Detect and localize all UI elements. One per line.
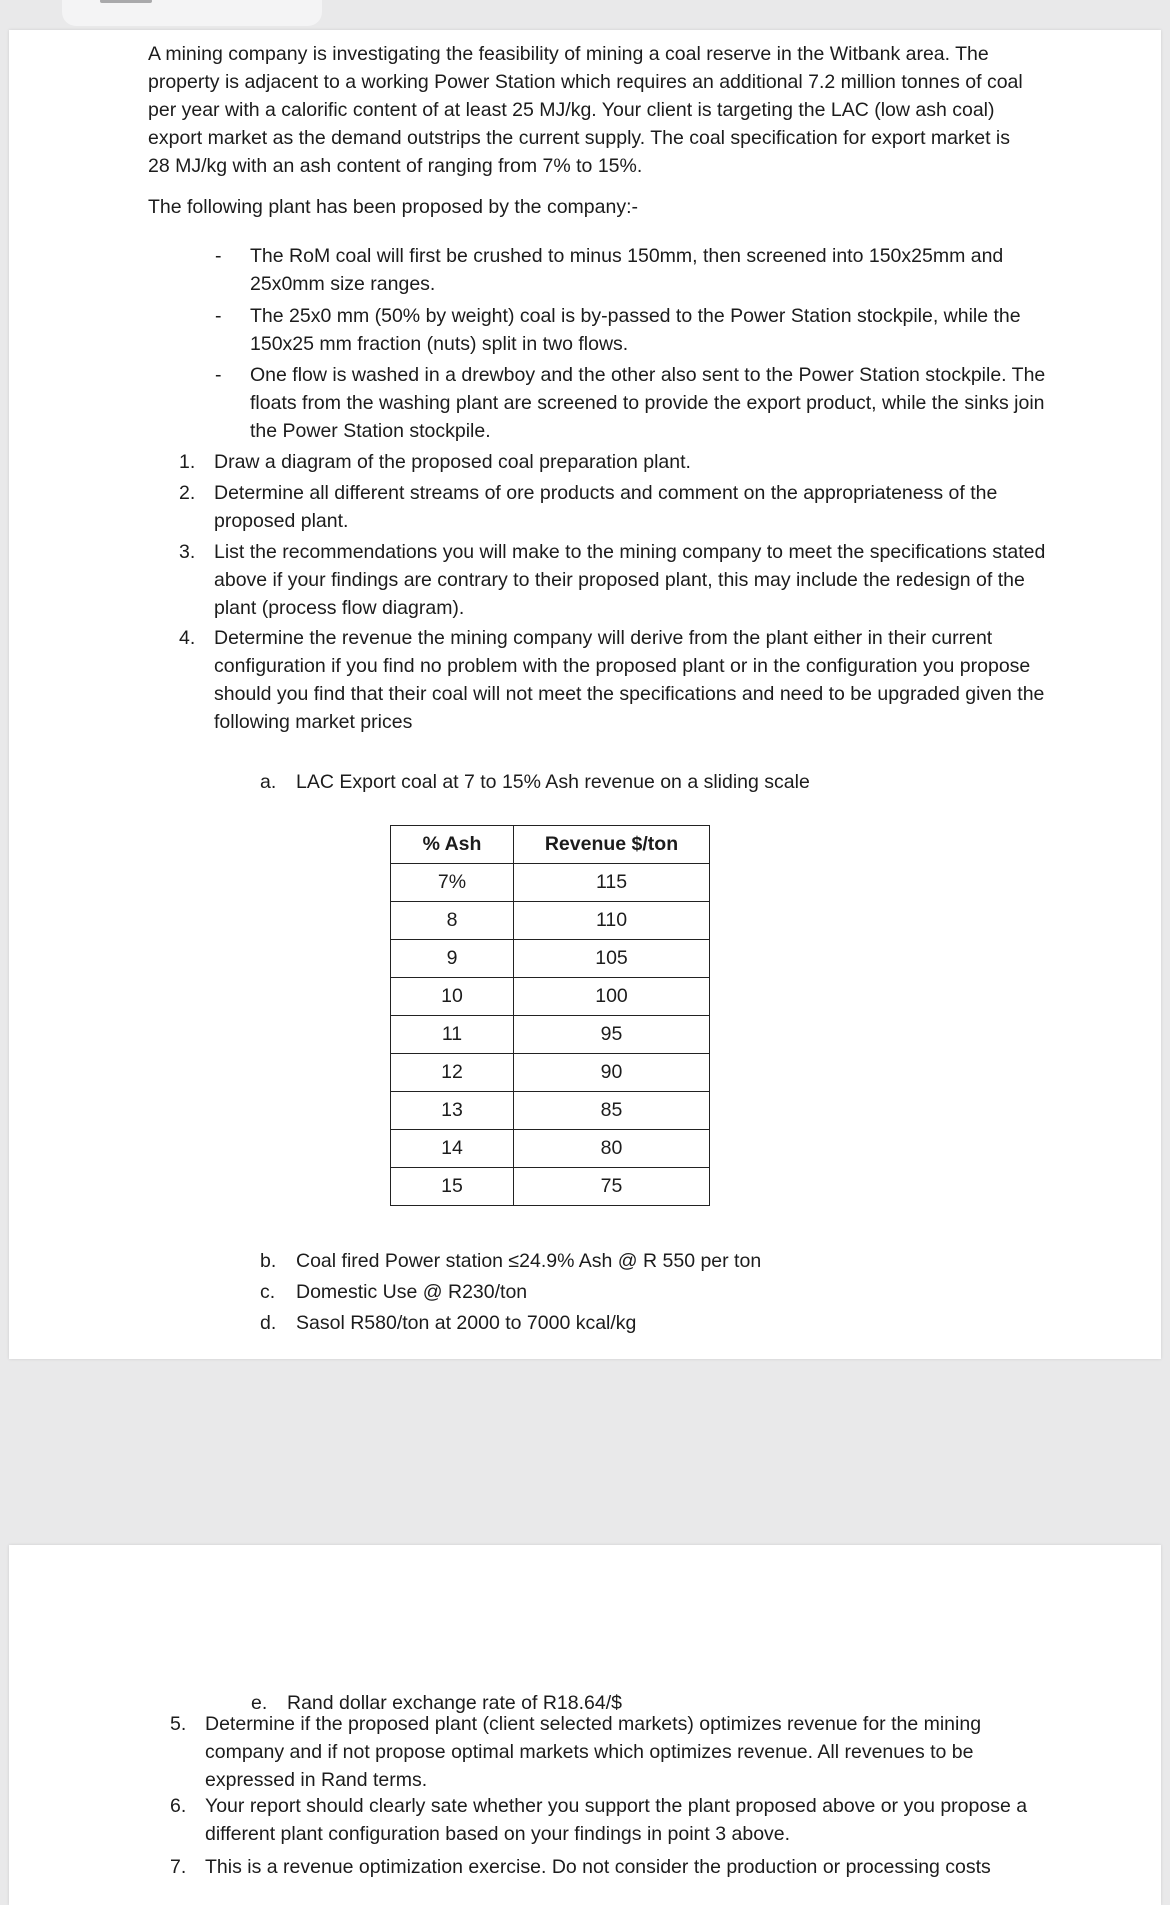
sub-item-label: c. bbox=[260, 1281, 276, 1303]
column-header-revenue: Revenue $/ton bbox=[514, 826, 710, 864]
question-number: 5. bbox=[170, 1713, 187, 1735]
ash-cell: 13 bbox=[391, 1092, 514, 1130]
revenue-cell: 115 bbox=[514, 864, 710, 902]
column-header-ash: % Ash bbox=[391, 826, 514, 864]
ash-cell: 11 bbox=[391, 1016, 514, 1054]
bullet-text: One flow is washed in a drewboy and the other also sent to the Power Station stockpile. The floats from the washing plant are screened to provide the export product, while the sinks join the Power Station stockpile. bbox=[250, 364, 1046, 442]
ash-cell: 8 bbox=[391, 902, 514, 940]
table-row bbox=[391, 1016, 710, 1054]
question-number: 4. bbox=[179, 627, 196, 649]
question-text: Determine all different streams of ore products and comment on the appropriateness of the proposed plant. bbox=[214, 482, 998, 532]
question-text: Your report should clearly sate whether you support the plant proposed above or you propose a different plant configuration based on your findings in point 3 above. bbox=[205, 1795, 1028, 1845]
sub-item-label: a. bbox=[260, 771, 277, 793]
ash-revenue-table bbox=[390, 825, 710, 1206]
revenue-cell: 90 bbox=[514, 1054, 710, 1092]
sub-item-text: Rand dollar exchange rate of R18.64/$ bbox=[287, 1692, 622, 1714]
question-text: Determine if the proposed plant (client selected markets) optimizes revenue for the mining company and if not propose optimal markets which optimizes revenue. All revenues to be expressed in Rand terms. bbox=[205, 1713, 982, 1791]
sub-item-text: Domestic Use @ R230/ton bbox=[296, 1281, 528, 1303]
table-row bbox=[391, 940, 710, 978]
revenue-cell: 95 bbox=[514, 1016, 710, 1054]
ash-cell: 10 bbox=[391, 978, 514, 1016]
table-row bbox=[391, 864, 710, 902]
question-number: 2. bbox=[179, 482, 196, 504]
bullet-dash: - bbox=[215, 305, 222, 327]
ash-cell: 14 bbox=[391, 1130, 514, 1168]
table-row bbox=[391, 1168, 710, 1206]
revenue-cell: 105 bbox=[514, 940, 710, 978]
question-text: Draw a diagram of the proposed coal preparation plant. bbox=[214, 451, 691, 473]
table-row bbox=[391, 1054, 710, 1092]
sub-item-label: e. bbox=[251, 1692, 268, 1714]
question-number: 3. bbox=[179, 541, 196, 563]
question-number: 6. bbox=[170, 1795, 187, 1817]
question-text: Determine the revenue the mining company will derive from the plant either in their current configuration if you find no problem with the proposed plant or in the configuration you propose should you find that their coal will not meet the specifications and need to be upgraded given the following market prices bbox=[214, 627, 1045, 733]
bullet-text: The RoM coal will first be crushed to minus 150mm, then screened into 150x25mm and 25x0mm size ranges. bbox=[250, 245, 1004, 295]
question-number: 1. bbox=[179, 451, 196, 473]
revenue-cell: 85 bbox=[514, 1092, 710, 1130]
table-row bbox=[391, 1092, 710, 1130]
revenue-cell: 80 bbox=[514, 1130, 710, 1168]
revenue-cell: 110 bbox=[514, 902, 710, 940]
sub-item-text: Coal fired Power station ≤24.9% Ash @ R 550 per ton bbox=[296, 1250, 762, 1272]
revenue-cell: 100 bbox=[514, 978, 710, 1016]
ash-cell: 9 bbox=[391, 940, 514, 978]
bullet-dash: - bbox=[215, 364, 222, 386]
proposed-plant-intro: The following plant has been proposed by the company:- bbox=[148, 196, 638, 218]
bullet-text: The 25x0 mm (50% by weight) coal is by-passed to the Power Station stockpile, while the 150x25 mm fraction (nuts) split in two flows. bbox=[250, 305, 1021, 355]
question-number: 7. bbox=[170, 1856, 187, 1878]
table-header-row bbox=[391, 826, 710, 864]
ash-cell: 12 bbox=[391, 1054, 514, 1092]
intro-paragraph: A mining company is investigating the feasibility of mining a coal reserve in the Witbank area. The property is adjacent to a working Power Station which requires an additional 7.2 million tonnes of coal per year with a calorific content of at least 25 MJ/kg. Your client is targeting the LAC (low ash coal) export market as the demand outstrips the current supply. The coal specification for export market is 28 MJ/kg with an ash content of ranging from 7% to 15%. bbox=[148, 43, 1023, 177]
question-text: This is a revenue optimization exercise. Do not consider the production or processing costs bbox=[205, 1856, 991, 1878]
sub-item-label: d. bbox=[260, 1312, 277, 1334]
bullet-dash: - bbox=[215, 245, 222, 267]
sub-item-text: Sasol R580/ton at 2000 to 7000 kcal/kg bbox=[296, 1312, 637, 1334]
table-row bbox=[391, 902, 710, 940]
revenue-cell: 75 bbox=[514, 1168, 710, 1206]
table-row bbox=[391, 1130, 710, 1168]
question-text: List the recommendations you will make to the mining company to meet the specifications stated above if your findings are contrary to their proposed plant, this may include the redesign of the plant (process flow diagram). bbox=[214, 541, 1046, 619]
ash-cell: 7% bbox=[391, 864, 514, 902]
sub-item-text: LAC Export coal at 7 to 15% Ash revenue on a sliding scale bbox=[296, 771, 810, 793]
top-sheet-tab bbox=[62, 0, 322, 26]
drag-handle[interactable] bbox=[100, 0, 152, 3]
document-page-1 bbox=[9, 30, 1161, 1359]
sub-item-label: b. bbox=[260, 1250, 277, 1272]
ash-cell: 15 bbox=[391, 1168, 514, 1206]
table-row bbox=[391, 978, 710, 1016]
